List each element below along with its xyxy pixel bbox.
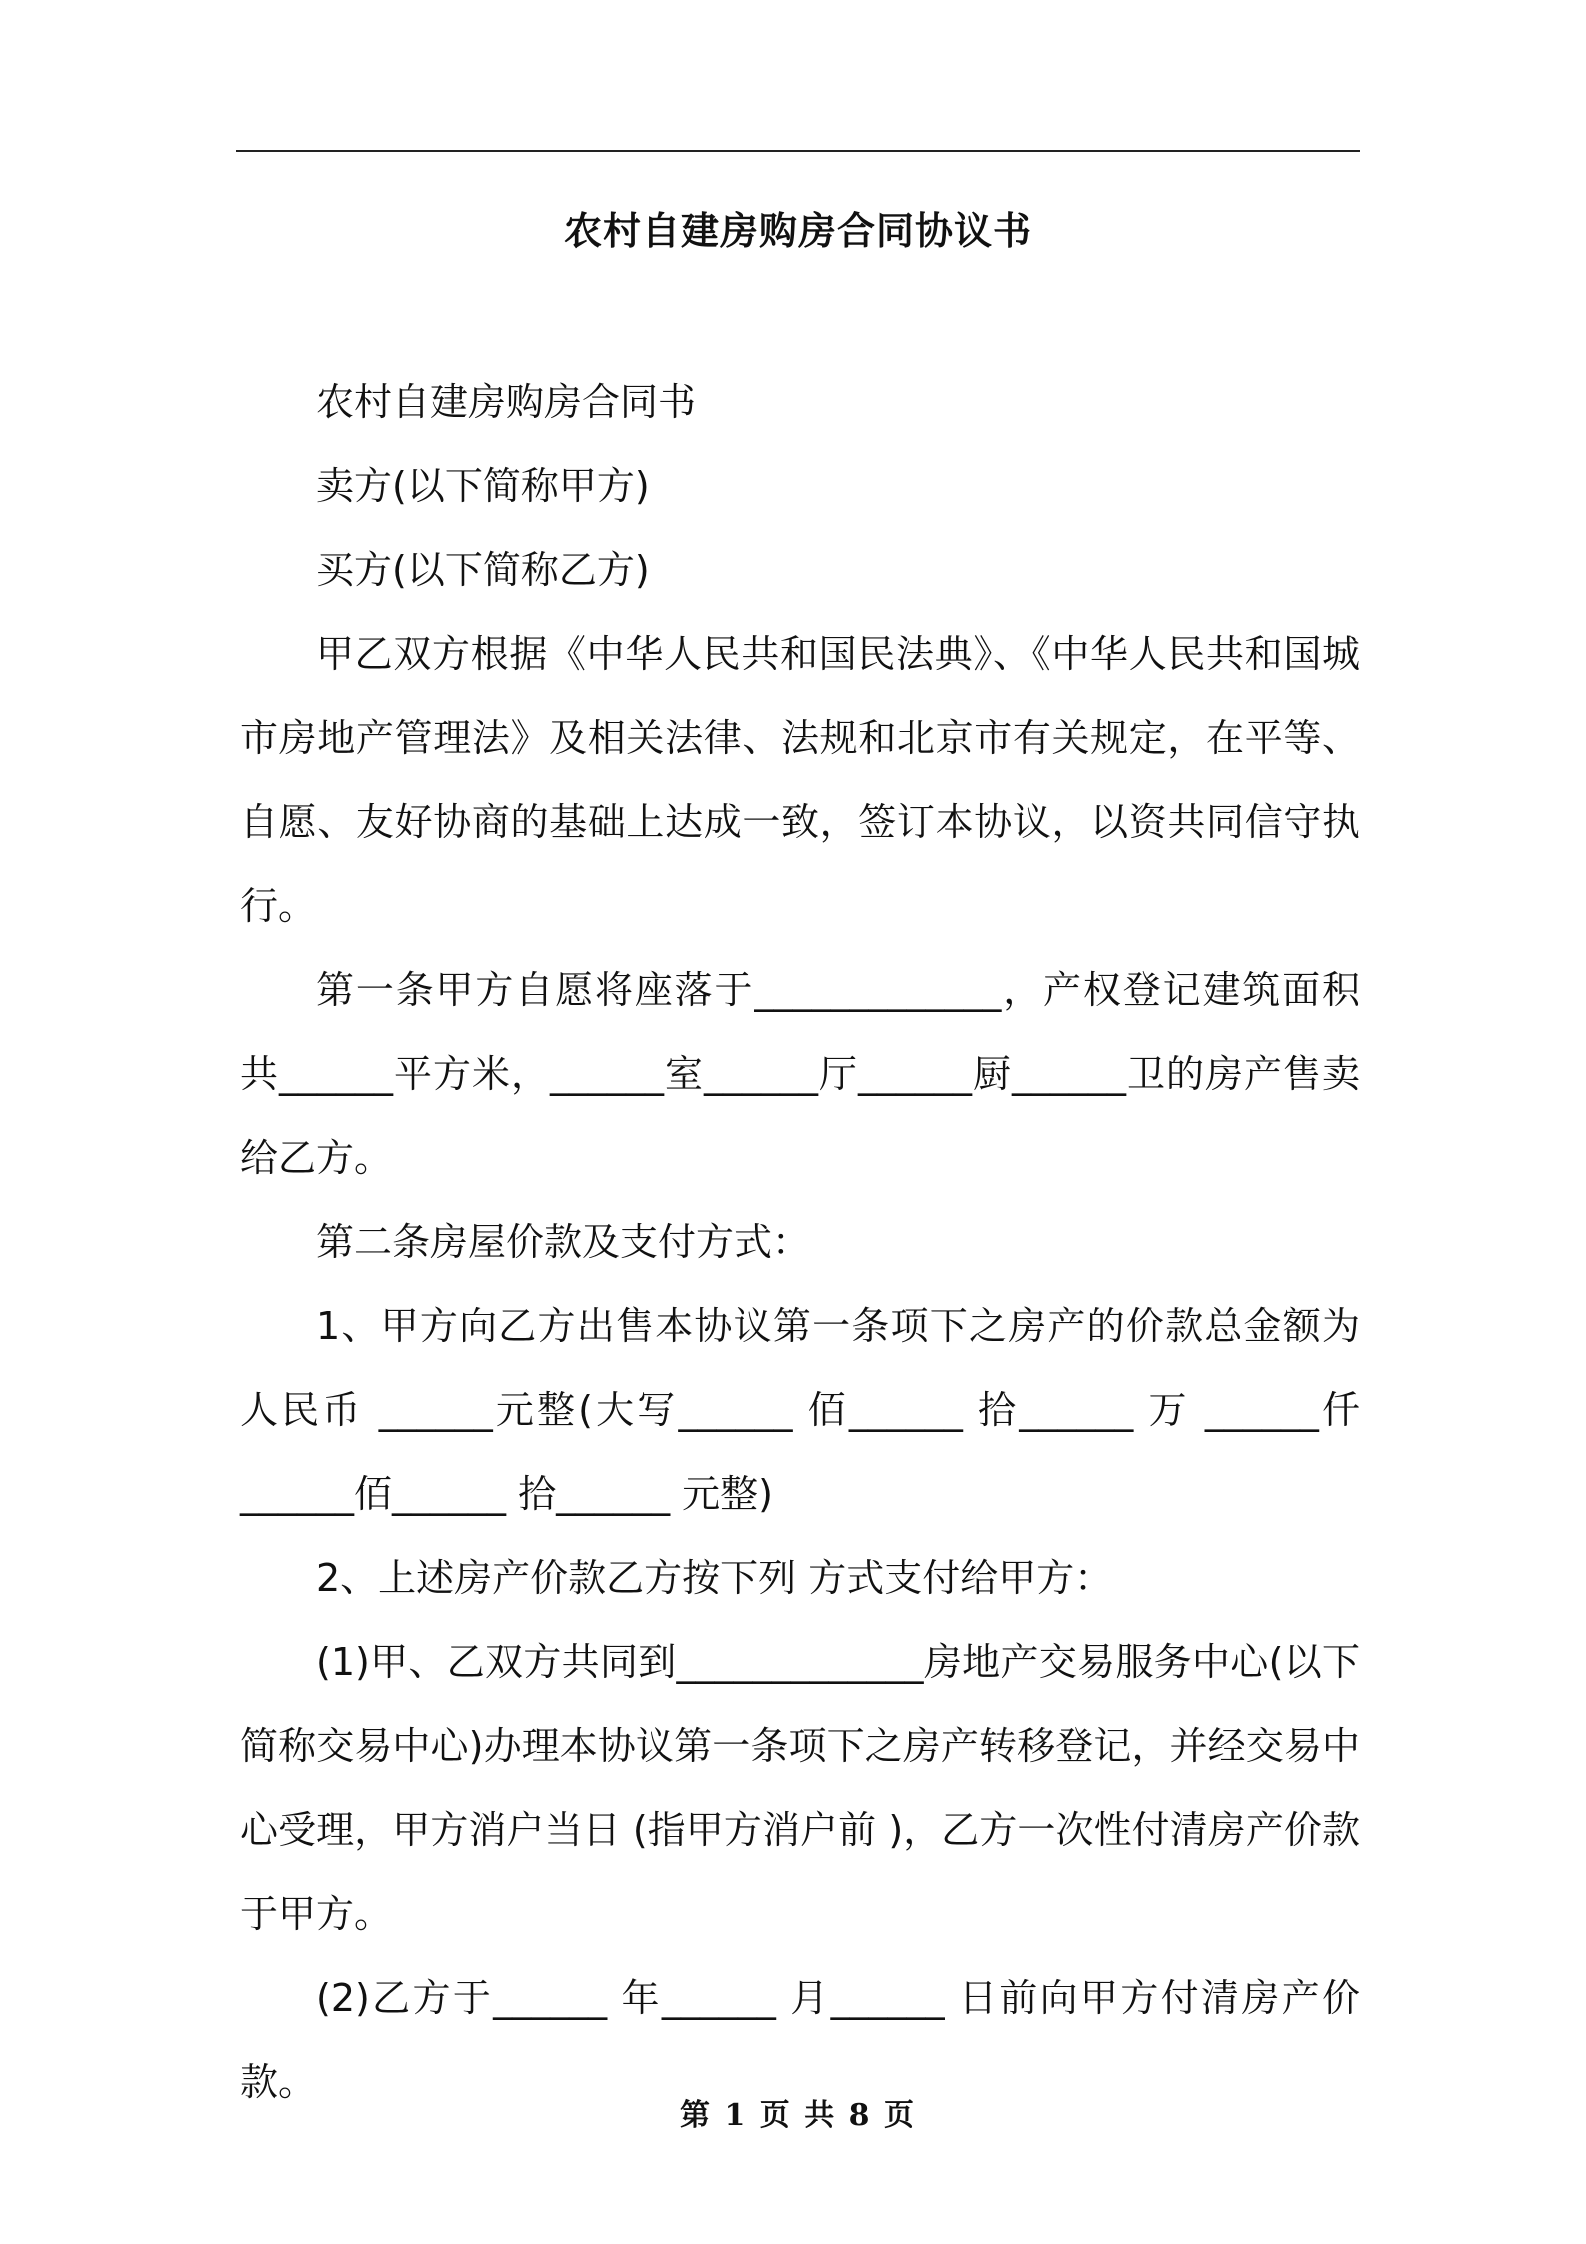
paragraph-article-2: 第二条房屋价款及支付方式：: [316, 1220, 811, 1264]
paragraph-preamble: 甲乙双方根据《中华人民共和国民法典》、《中华人民共和国城市房地产管理法》及相关法律、法规和北京市有关规定，在平等、自愿、友好协商的基础上达成一致，签订本协议，以资共同信守执行。: [240, 632, 1360, 928]
paragraph-clause-2: 2、上述房产价款乙方按下列 方式支付给甲方：: [316, 1556, 1113, 1600]
paragraph-clause-1: 1、甲方向乙方出售本协议第一条项下之房产的价款总金额为人民币 ______元整(大写______ 佰______ 拾______ 万 ______仟 ______佰______ 拾______ 元整): [240, 1304, 1360, 1516]
paragraph-subclause-2: (2)乙方于______ 年______ 月______ 日前向甲方付清房产价款。: [240, 1976, 1360, 2104]
paragraph-seller: 卖方(以下简称甲方): [316, 464, 650, 508]
paragraph-contract-heading: 农村自建房购房合同书: [316, 380, 697, 424]
header-rule: [236, 150, 1360, 152]
paragraph-subclause-1: (1)甲、乙双方共同到_____________房地产交易服务中心(以下简称交易中心)办理本协议第一条项下之房产转移登记，并经交易中心受理，甲方消户当日 (指甲方消户前 )，乙方一次性付清房产价款于甲方。: [240, 1640, 1360, 1936]
document-body: [240, 360, 1360, 2124]
document-title: 农村自建房购房合同协议书: [563, 209, 1032, 253]
page-number: 第 1 页 共 8 页: [680, 2098, 916, 2133]
paragraph-article-1: 第一条甲方自愿将座落于_____________，产权登记建筑面积共______平方米，______室______厅______厨______卫的房产售卖给乙方。: [240, 968, 1360, 1180]
paragraph-buyer: 买方(以下简称乙方): [316, 548, 650, 592]
